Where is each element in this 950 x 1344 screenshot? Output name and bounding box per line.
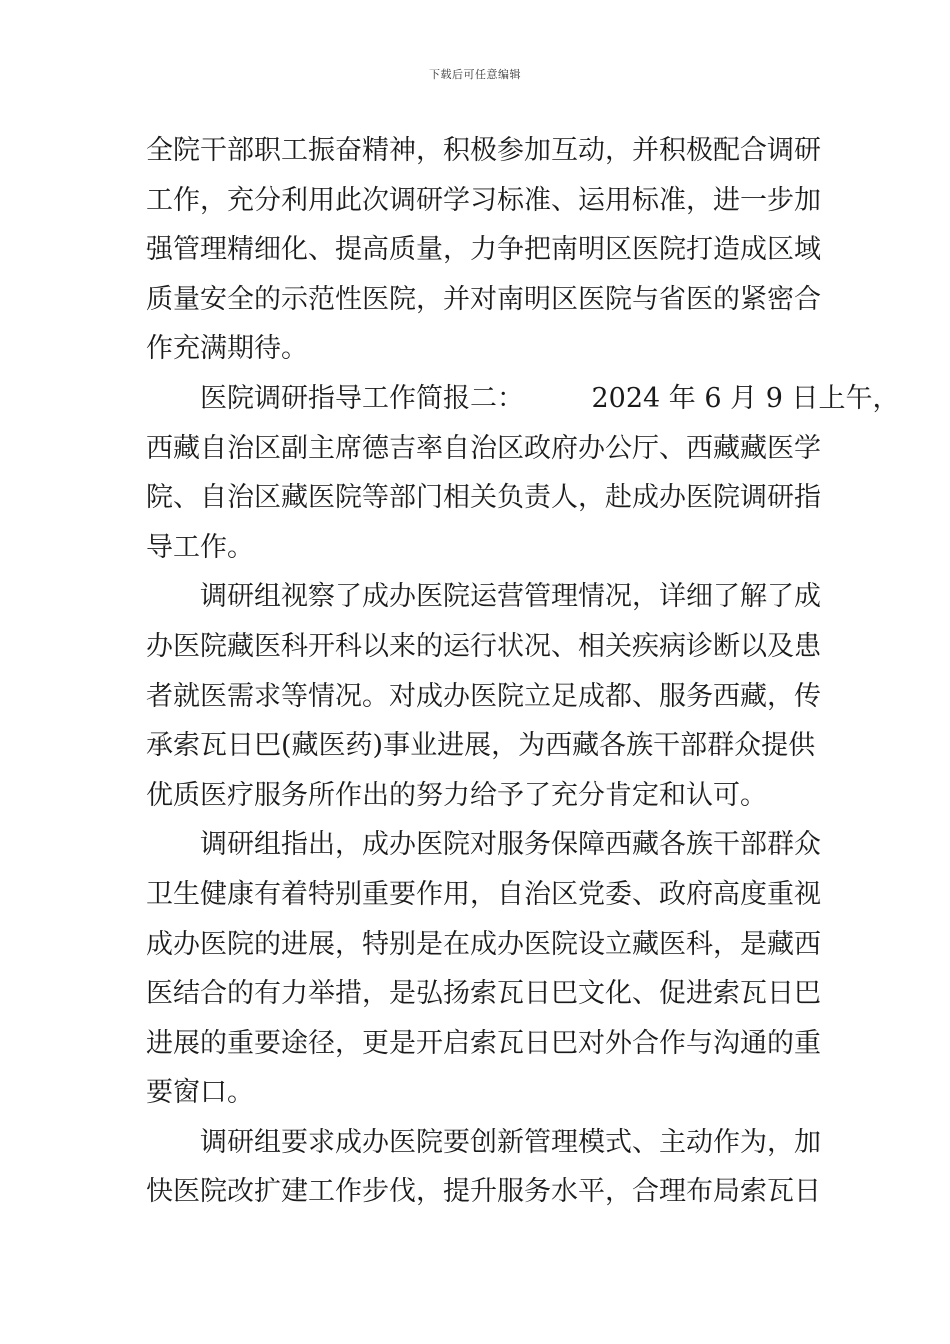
text-line: 院、自治区藏医院等部门相关负责人，赴成办医院调研指 [146, 482, 821, 514]
document-body [146, 126, 900, 1217]
text-line: 强管理精细化、提高质量，力争把南明区医院打造成区域 [146, 234, 821, 266]
text-line: 工作，充分利用此次调研学习标准、运用标准，进一步加 [146, 184, 821, 216]
text-line: 要窗口。 [146, 1077, 254, 1109]
text-line: 办医院藏医科开科以来的运行状况、相关疾病诊断以及患 [146, 630, 821, 662]
text-line: 快医院改扩建工作步伐，提升服务水平，合理布局索瓦日 [146, 1176, 821, 1208]
page-header: 下载后可任意编辑 [429, 68, 521, 81]
text-line: 卫生健康有着特别重要作用，自治区党委、政府高度重视 [146, 878, 821, 910]
text-line: 调研组视察了成办医院运营管理情况，详细了解了成 [200, 581, 821, 613]
text-line: 进展的重要途径，更是开启索瓦日巴对外合作与沟通的重 [146, 1027, 821, 1059]
text-line: 调研组指出，成办医院对服务保障西藏各族干部群众 [200, 829, 821, 861]
text-line: 承索瓦日巴(藏医药)事业进展，为西藏各族干部群众提供 [146, 730, 816, 762]
text-line: 者就医需求等情况。对成办医院立足成都、服务西藏，传 [146, 680, 821, 712]
text-line: 导工作。 [146, 531, 254, 563]
text-line: 优质医疗服务所作出的努力给予了充分肯定和认可。 [146, 779, 767, 811]
text-line: 成办医院的进展，特别是在成办医院设立藏医科，是藏西 [146, 928, 821, 960]
text-line: 西藏自治区副主席德吉率自治区政府办公厅、西藏藏医学 [146, 432, 821, 464]
text-line: 医院调研指导工作简报二： 2024 年 6 月 9 日上午， [200, 382, 900, 414]
text-line: 全院干部职工振奋精神，积极参加互动，并积极配合调研 [146, 135, 821, 166]
text-line: 作充满期待。 [146, 333, 308, 365]
text-line: 质量安全的示范性医院，并对南明区医院与省医的紧密合 [146, 283, 821, 315]
text-line: 医结合的有力举措，是弘扬索瓦日巴文化、促进索瓦日巴 [146, 978, 821, 1010]
text-line: 调研组要求成办医院要创新管理模式、主动作为，加 [200, 1126, 821, 1158]
